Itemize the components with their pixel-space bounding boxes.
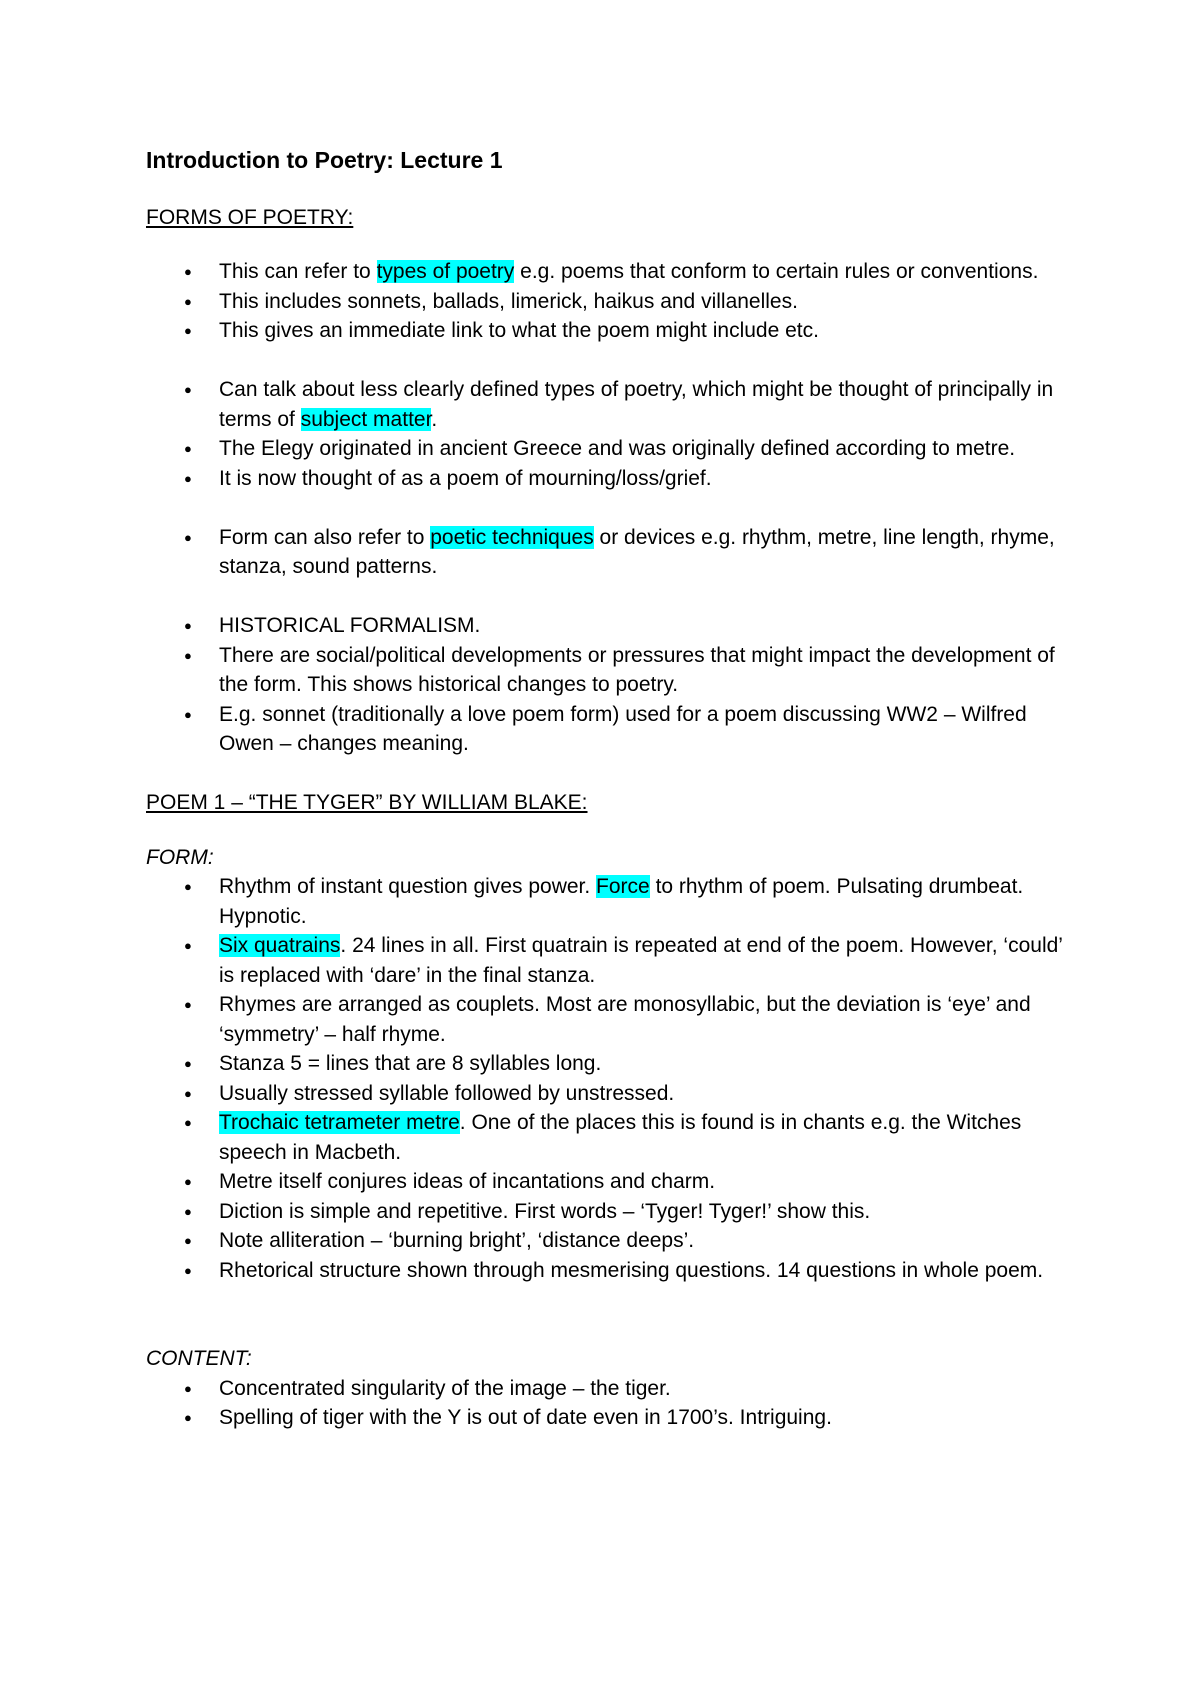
list-item: ● Rhythm of instant question gives power. Force to rhythm of poem. Pulsating drumbeat. Hypnotic. (146, 872, 1076, 931)
list-item: ● There are social/political developments or pressures that might impact the development of the form. This shows historical changes to poetry. (146, 641, 1076, 700)
list-item: ● Usually stressed syllable followed by unstressed. (146, 1079, 1076, 1109)
poem1-heading: POEM 1 – “THE TYGER” BY WILLIAM BLAKE: (146, 791, 588, 814)
list-item: ● It is now thought of as a poem of mourning/loss/grief. (146, 464, 1076, 494)
forms-list-4 (146, 611, 1076, 759)
highlight: Six quatrains (219, 934, 341, 957)
document-title: Introduction to Poetry: Lecture 1 (146, 147, 503, 173)
list-item: ● Trochaic tetrameter metre. One of the places this is found is in chants e.g. the Witches speech in Macbeth. (146, 1108, 1076, 1167)
document-body (146, 146, 1076, 1433)
list-item: ● This includes sonnets, ballads, limerick, haikus and villanelles. (146, 287, 1076, 317)
list-item: ● Spelling of tiger with the Y is out of date even in 1700’s. Intriguing. (146, 1403, 1076, 1433)
list-item: ● Six quatrains. 24 lines in all. First quatrain is repeated at end of the poem. However, ‘could’ is replaced with ‘dare’ in the final stanza. (146, 931, 1076, 990)
list-item: ● HISTORICAL FORMALISM. (146, 611, 1076, 641)
highlight: Force (596, 875, 650, 898)
forms-heading: FORMS OF POETRY: (146, 205, 354, 229)
list-item: ● The Elegy originated in ancient Greece and was originally defined according to metre. (146, 434, 1076, 464)
highlight: Trochaic tetrameter metre (219, 1111, 460, 1134)
list-item: ● Form can also refer to poetic techniques or devices e.g. rhythm, metre, line length, rhyme, stanza, sound patterns. (146, 523, 1076, 582)
list-item: ● Diction is simple and repetitive. First words – ‘Tyger! Tyger!’ show this. (146, 1197, 1076, 1227)
list-item: ● Rhetorical structure shown through mesmerising questions. 14 questions in whole poem. (146, 1256, 1076, 1286)
highlight: types of poetry (376, 260, 515, 283)
list-item: ● E.g. sonnet (traditionally a love poem form) used for a poem discussing WW2 – Wilfred Owen – changes meaning. (146, 700, 1076, 759)
list-item: ● Note alliteration – ‘burning bright’, ‘distance deeps’. (146, 1226, 1076, 1256)
highlight: poetic techniques (430, 525, 594, 549)
list-item: ● Rhymes are arranged as couplets. Most are monosyllabic, but the deviation is ‘eye’ and ‘symmetry’ – half rhyme. (146, 990, 1076, 1049)
poem1-content-list (146, 1374, 1076, 1433)
poem1-form-list (146, 872, 1076, 1285)
list-item: ● Metre itself conjures ideas of incantations and charm. (146, 1167, 1076, 1197)
forms-list-1 (146, 257, 1076, 346)
list-item: ● Can talk about less clearly defined types of poetry, which might be thought of principally in terms of subject matter. (146, 375, 1076, 434)
forms-list-3 (146, 523, 1076, 582)
list-item: ● This can refer to types of poetry e.g. poems that conform to certain rules or conventions. (146, 257, 1076, 287)
form-subheading: FORM: (146, 845, 214, 869)
forms-list-2 (146, 375, 1076, 493)
list-item: ● This gives an immediate link to what the poem might include etc. (146, 316, 1076, 346)
highlight: subject matter (300, 407, 432, 431)
list-item: ● Stanza 5 = lines that are 8 syllables long. (146, 1049, 1076, 1079)
content-subheading: CONTENT: (146, 1347, 252, 1370)
list-item: ● Concentrated singularity of the image – the tiger. (146, 1374, 1076, 1404)
